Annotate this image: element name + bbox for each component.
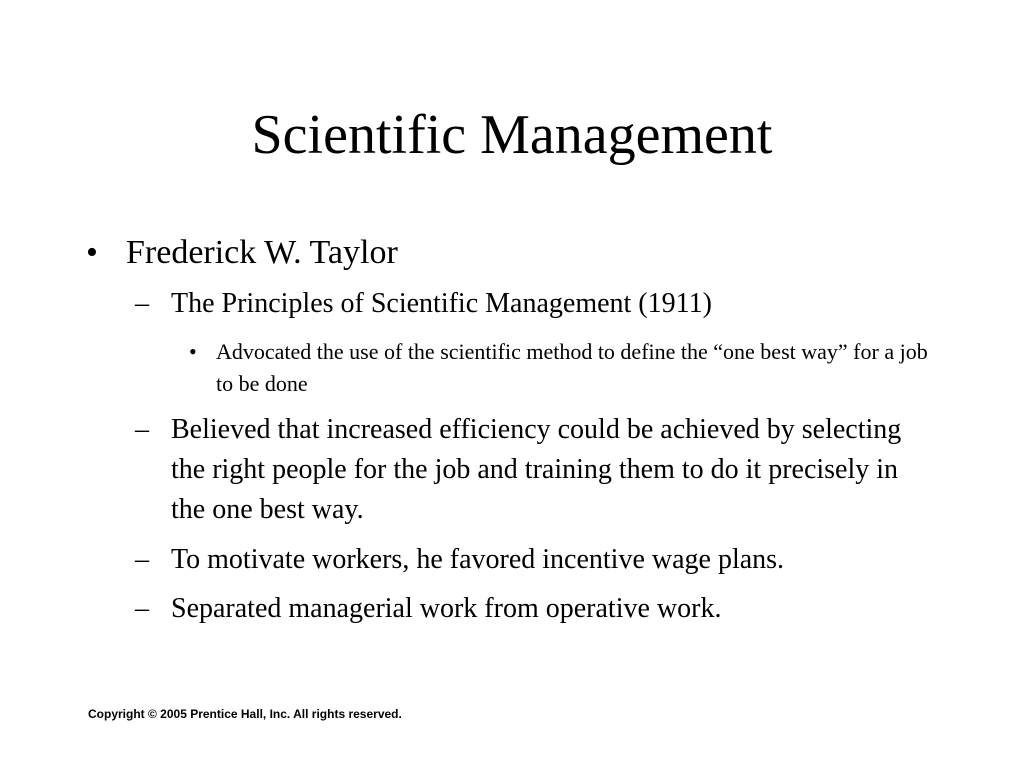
subbullet-text: The Principles of Scientific Management (1911)	[171, 288, 712, 319]
bullet-marker: •	[86, 234, 98, 271]
dash-marker: –	[135, 593, 149, 624]
dash-marker: –	[135, 544, 149, 575]
subbullet-text: Believed that increased efficiency could be achieved by selecting the right people for the job and training them to do it precisely in the one best way.	[171, 414, 902, 525]
subbullet-item-efficiency	[135, 410, 935, 530]
slide-title: Scientific Management	[251, 104, 773, 166]
dash-marker: –	[135, 288, 149, 319]
copyright-footer: Copyright © 2005 Prentice Hall, Inc. All rights reserved.	[88, 707, 402, 721]
subbullet-text: To motivate workers, he favored incentive wage plans.	[171, 544, 785, 575]
dash-marker: –	[135, 414, 149, 445]
subsubbullet-text: Advocated the use of the scientific method to define the “one best way” for a job to be done	[216, 339, 928, 396]
subsubbullet-item-advocated	[189, 336, 929, 400]
subbullet-item-incentives	[135, 540, 935, 580]
subbullet-item-separation	[135, 589, 935, 629]
bullet-marker: •	[189, 339, 197, 364]
subbullet-item-principles	[135, 284, 935, 324]
subbullet-text: Separated managerial work from operative work.	[171, 593, 722, 624]
bullet-text: Frederick W. Taylor	[126, 234, 398, 271]
